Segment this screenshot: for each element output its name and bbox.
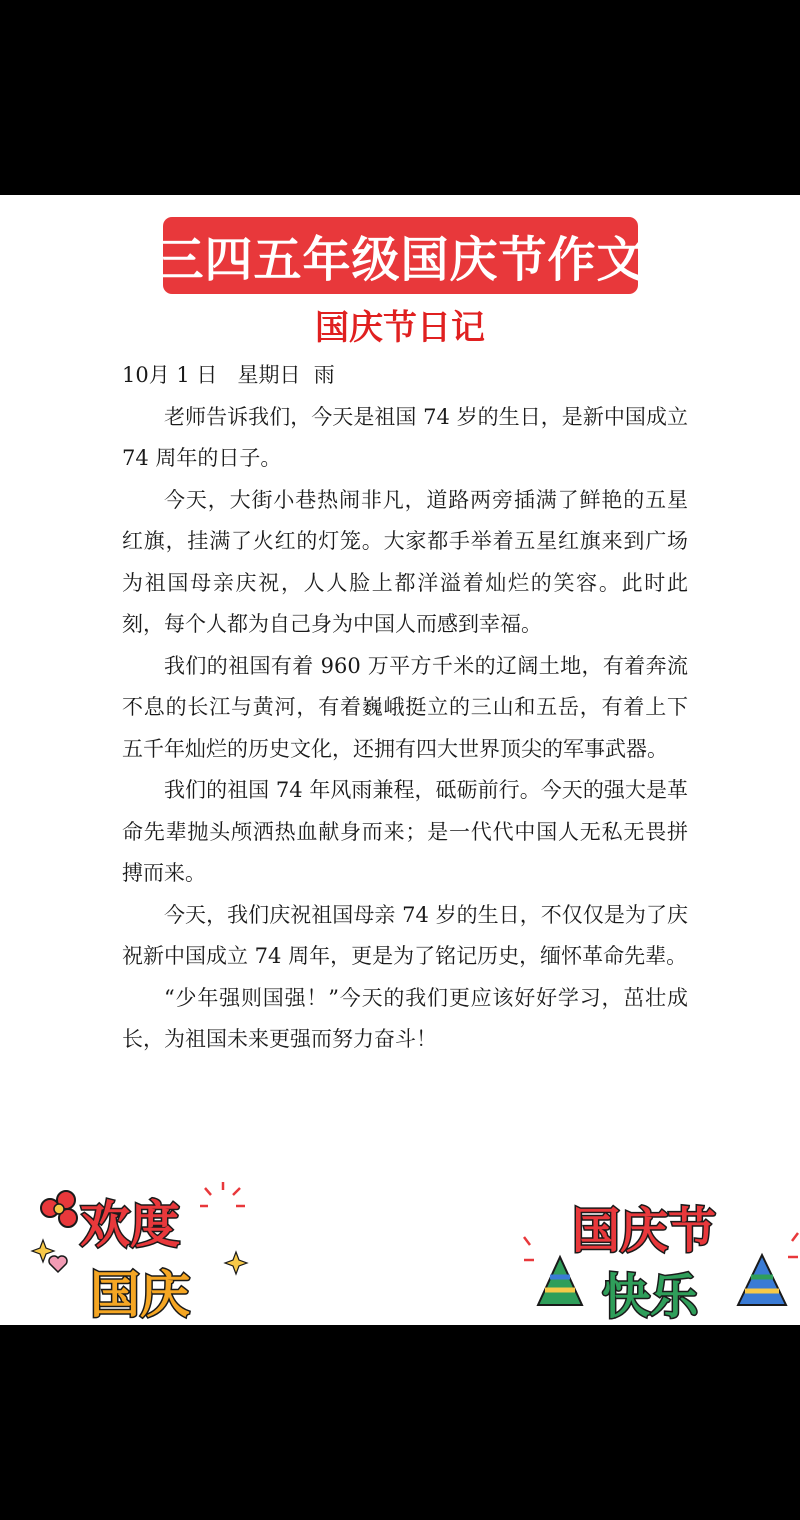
paragraph-3: 我们的祖国有着 960 万平方千米的辽阔土地，有着奔流不息的长江与黄河，有着巍峨挺立的三山和五岳，有着上下五千年灿烂的历史文化，还拥有四大世界顶尖的军事武器。: [122, 653, 688, 761]
happy-national-day-sticker: [520, 1185, 800, 1325]
sticker-left-line-2: 国庆: [90, 1266, 190, 1324]
paragraph-6: “少年强则国强！”今天的我们更应该好好学习，茁壮成长，为祖国未来更强而努力奋斗！: [122, 985, 688, 1051]
celebrate-national-day-sticker: [28, 1180, 258, 1325]
document-page: [0, 195, 800, 1325]
paragraph-1: 老师告诉我们，今天是祖国 74 岁的生日，是新中国成立 74 周年的日子。: [122, 404, 688, 470]
sticker-left-line-1: 欢度: [80, 1196, 180, 1254]
sticker-right-line-2: 快乐: [602, 1269, 699, 1325]
party-hat-icon: [538, 1257, 582, 1305]
paragraph-5: 今天，我们庆祝祖国母亲 74 岁的生日，不仅仅是为了庆祝新中国成立 74 周年，更是为了铭记历史，缅怀革命先辈。: [122, 902, 688, 968]
page-title: 三四五年级国庆节作文: [155, 232, 646, 288]
party-hat-icon: [738, 1255, 786, 1305]
title-banner: [155, 217, 646, 294]
page-subtitle: 国庆节日记: [315, 308, 485, 348]
sticker-right-line-1: 国庆节: [572, 1203, 717, 1259]
flower-icon: [41, 1191, 77, 1227]
heart-icon: [49, 1256, 67, 1272]
paragraph-4: 我们的祖国 74 年风雨兼程，砥砺前行。今天的强大是革命先辈抛头颅洒热血献身而来；是一代代中国人无私无畏拼搏而来。: [122, 778, 688, 885]
paragraph-2: 今天，大街小巷热闹非凡，道路两旁插满了鲜艳的五星红旗，挂满了火红的灯笼。大家都手举着五星红旗来到广场为祖国母亲庆祝，人人脸上都洋溢着灿烂的笑容。此时此刻，每个人都为自己身为中国人而感到幸福。: [122, 487, 688, 636]
essay-body: [122, 355, 688, 1061]
firework-icon: [200, 1182, 245, 1206]
date-line: 10月 1 日 星期日 雨: [122, 363, 335, 387]
